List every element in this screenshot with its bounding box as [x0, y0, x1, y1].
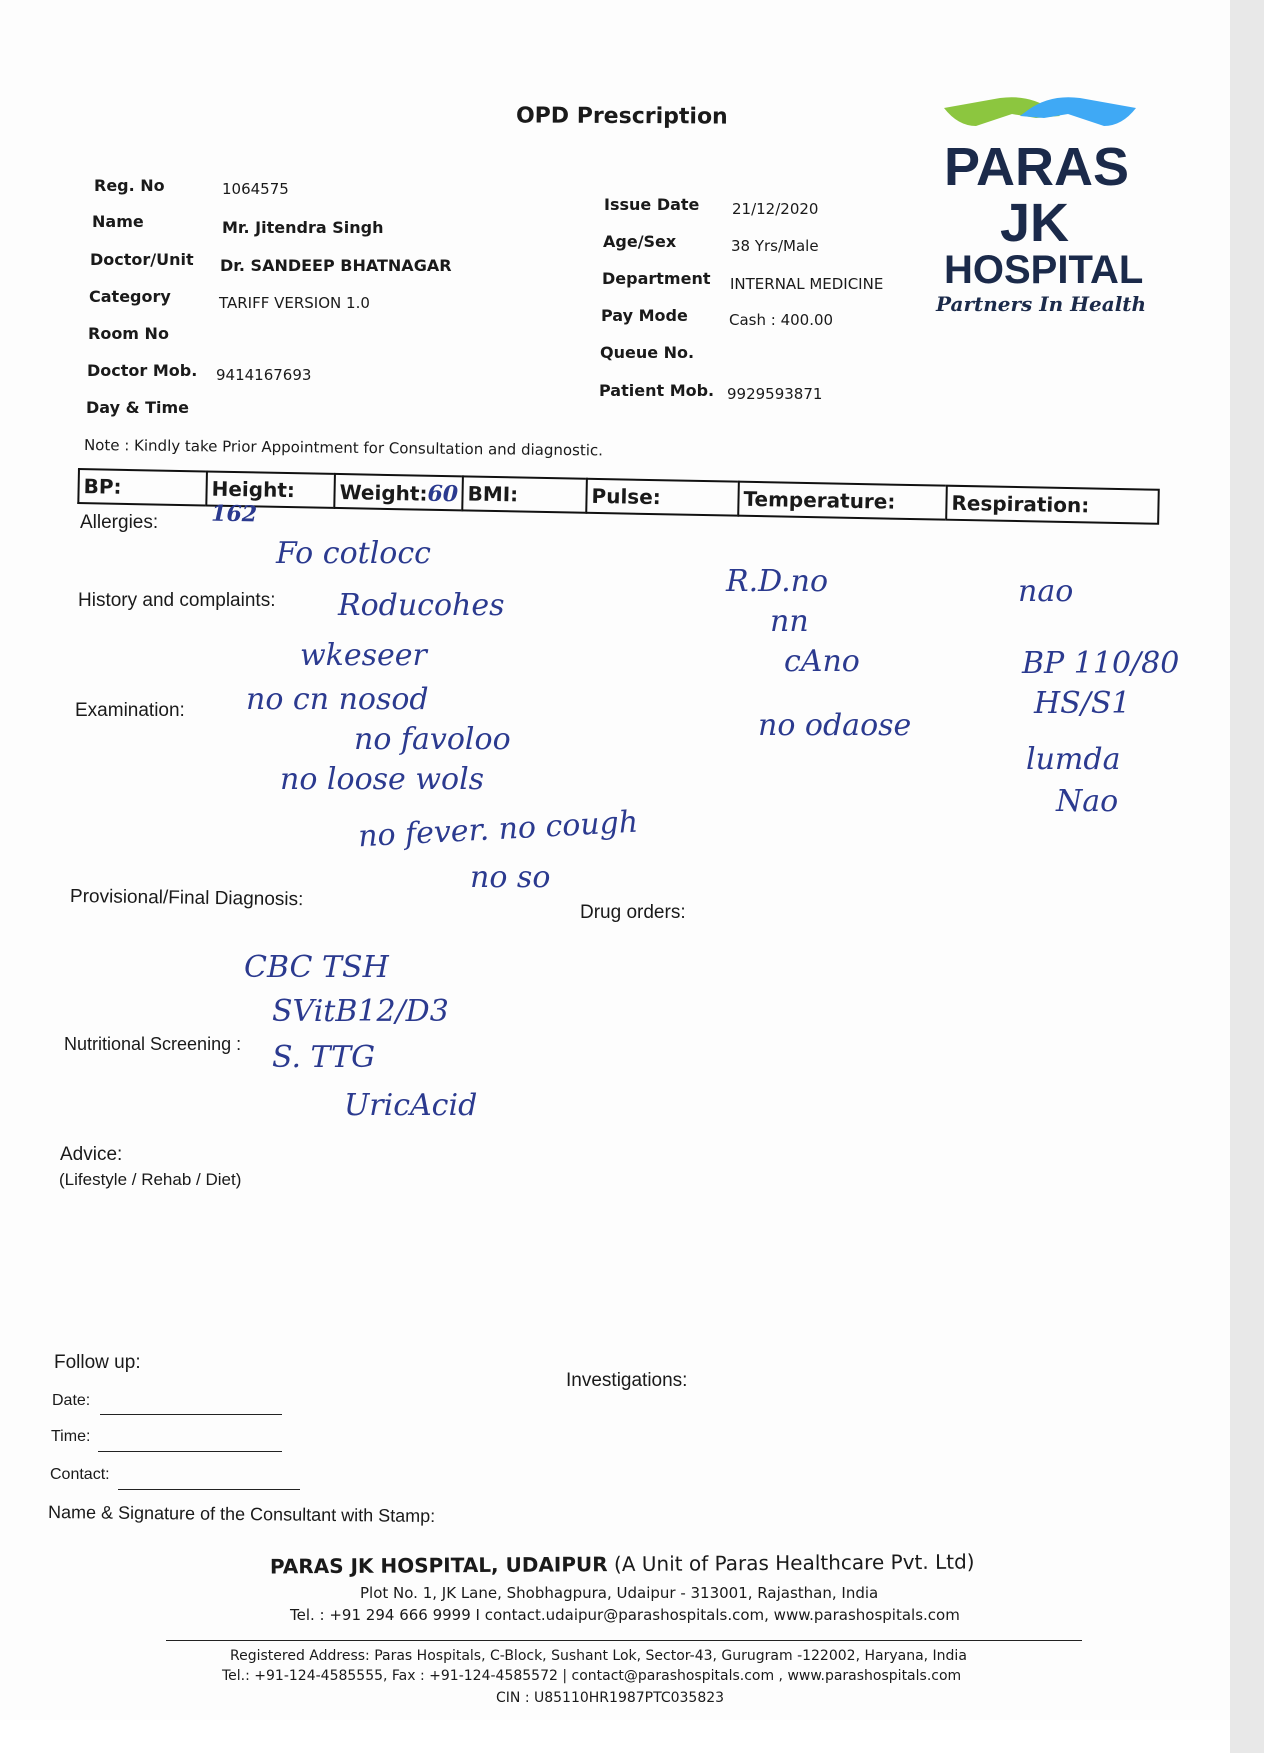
logo-tagline: Partners In Health: [936, 292, 1147, 316]
footer-registered-contact: Tel.: +91-124-4585555, Fax : +91-124-4585572 | contact@parashospitals.com , www.parashospitals.com: [222, 1668, 962, 1684]
footer-cin: CIN : U85110HR1987PTC035823: [496, 1690, 725, 1706]
vitals-respiration: [945, 485, 1160, 525]
category-label: Category: [89, 287, 171, 306]
pay-mode-label: Pay Mode: [601, 306, 688, 325]
footer-address: Plot No. 1, JK Lane, Shobhagpura, Udaipur - 313001, Rajasthan, India: [360, 1584, 879, 1602]
date-label: Date:: [52, 1392, 91, 1409]
follow-up-label: Follow up:: [54, 1352, 141, 1373]
department-label: Department: [602, 269, 711, 288]
hw-note-1: Fo cotlocc: [276, 536, 431, 571]
appointment-note: Note : Kindly take Prior Appointment for Consultation and diagnostic.: [83, 436, 604, 460]
logo-jk: JK: [1000, 193, 1070, 253]
reg-no-value: 1064575: [222, 180, 289, 198]
footer-hospital-name: PARAS JK HOSPITAL, UDAIPUR: [269, 1552, 608, 1579]
doctor-unit-value: Dr. SANDEEP BHATNAGAR: [220, 256, 452, 275]
investigations-label: Investigations:: [566, 1370, 688, 1391]
reg-no-label: Reg. No: [94, 176, 165, 195]
bmi-label: BMI:: [467, 481, 519, 507]
pay-mode-value: Cash : 400.00: [729, 311, 834, 329]
footer-hospital-line: [270, 1550, 975, 1579]
hw-test-3: S. TTG: [272, 1040, 376, 1075]
vitals-pulse: [585, 478, 738, 517]
queue-no-label: Queue No.: [600, 343, 695, 362]
hw-note-2: Roducohes: [338, 588, 505, 623]
name-label: Name: [92, 212, 144, 231]
height-value: 162: [210, 500, 258, 528]
age-sex-label: Age/Sex: [603, 232, 677, 251]
footer-divider: [166, 1640, 1082, 1641]
hw-note-15: HS/S1: [1034, 686, 1131, 721]
category-value: TARIFF VERSION 1.0: [219, 294, 370, 312]
doctor-mob-label: Doctor Mob.: [87, 361, 198, 380]
signature-label: Name & Signature of the Consultant with Stamp:: [47, 1502, 436, 1527]
footer-registered-address: Registered Address: Paras Hospitals, C-Block, Sushant Lok, Sector-43, Gurugram -122002, Haryana, India: [230, 1648, 967, 1664]
vitals-table: [77, 468, 1168, 545]
time-line: [98, 1451, 282, 1452]
hw-note-8: no so: [470, 860, 551, 895]
hw-note-10: nn: [770, 604, 809, 639]
hw-note-12: no odaose: [758, 708, 912, 743]
patient-mob-label: Patient Mob.: [599, 381, 715, 400]
issue-date-value: 21/12/2020: [732, 200, 819, 218]
hw-test-4: UricAcid: [344, 1088, 478, 1123]
examination-label: Examination:: [75, 700, 185, 721]
nutritional-label: Nutritional Screening :: [64, 1034, 242, 1054]
hw-note-6: no loose wols: [280, 762, 485, 797]
temperature-label: Temperature:: [743, 486, 896, 514]
pulse-label: Pulse:: [591, 483, 661, 510]
drug-orders-label: Drug orders:: [580, 902, 686, 923]
weight-label: Weight:: [339, 480, 428, 506]
footer-unit: (A Unit of Paras Healthcare Pvt. Ltd): [607, 1549, 975, 1577]
hw-note-13: nao: [1018, 574, 1074, 609]
contact-line: [118, 1489, 300, 1490]
hw-note-3: wkeseer: [300, 638, 427, 673]
date-line: [100, 1414, 282, 1415]
issue-date-label: Issue Date: [604, 195, 700, 214]
advice-sub-label: (Lifestyle / Rehab / Diet): [59, 1170, 242, 1189]
room-no-label: Room No: [88, 324, 169, 343]
page-title: OPD Prescription: [515, 103, 728, 130]
respiration-label: Respiration:: [951, 490, 1090, 518]
hw-note-14: BP 110/80: [1022, 646, 1180, 681]
day-time-label: Day & Time: [86, 398, 190, 417]
time-label: Time:: [51, 1428, 91, 1445]
doctor-unit-label: Doctor/Unit: [90, 250, 194, 269]
advice-label: Advice:: [60, 1144, 123, 1165]
scan-edge: [1230, 0, 1264, 1753]
patient-mob-value: 9929593871: [727, 385, 823, 403]
contact-label: Contact:: [50, 1466, 110, 1483]
history-label: History and complaints:: [78, 590, 276, 611]
hw-test-2: SVitB12/D3: [272, 994, 449, 1029]
hw-note-9: R.D.no: [726, 564, 829, 599]
vitals-bp: [77, 468, 206, 506]
hw-note-5: no favoloo: [354, 722, 511, 757]
vitals-height: [205, 470, 334, 528]
height-label: Height:: [211, 476, 296, 503]
hw-note-7: no fever. no cough: [357, 804, 639, 855]
weight-value: 60: [427, 480, 459, 508]
vitals-bmi: [461, 475, 586, 513]
hw-note-11: cAno: [784, 644, 860, 679]
name-value: Mr. Jitendra Singh: [222, 218, 384, 237]
doctor-mob-value: 9414167693: [216, 366, 312, 384]
vitals-weight: [333, 473, 462, 511]
hw-note-16: lumda: [1026, 742, 1121, 777]
allergies-label: Allergies:: [80, 512, 159, 533]
bp-label: BP:: [83, 474, 122, 499]
logo-hospital: HOSPITAL: [944, 248, 1144, 292]
hands-logo-icon: [940, 92, 1140, 142]
hw-note-4: no cn nosod: [246, 682, 429, 717]
footer-contact: Tel. : +91 294 666 9999 I contact.udaipur@parashospitals.com, www.parashospitals.com: [290, 1606, 960, 1624]
hw-test-1: CBC TSH: [244, 950, 389, 985]
vitals-temperature: [737, 481, 946, 521]
age-sex-value: 38 Yrs/Male: [731, 237, 819, 255]
logo-paras: PARAS: [944, 137, 1130, 197]
diagnosis-label: Provisional/Final Diagnosis:: [69, 886, 304, 911]
department-value: INTERNAL MEDICINE: [730, 275, 884, 293]
hw-note-17: Nao: [1056, 784, 1119, 819]
